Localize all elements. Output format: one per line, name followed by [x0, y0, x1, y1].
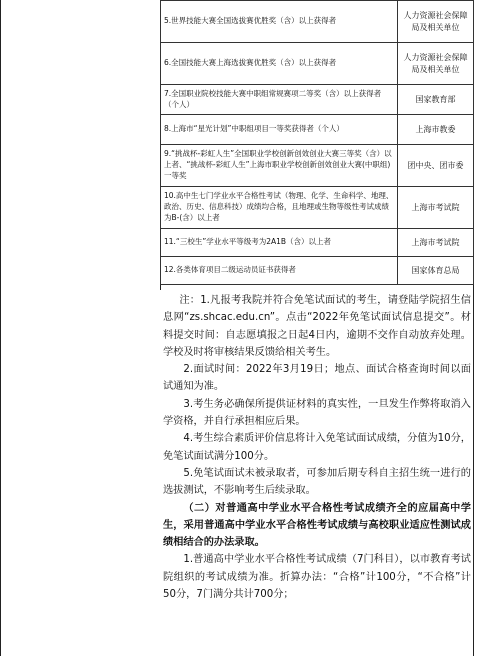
authority-cell: 国家体育总局: [398, 257, 474, 285]
authority-cell: 上海市考试院: [398, 187, 474, 229]
table-row: [161, 43, 474, 85]
authority-cell: 上海市考试院: [398, 229, 474, 257]
authority-cell: 国家教育部: [398, 85, 474, 115]
condition-cell: 6.全国技能大赛上海选拔赛优胜奖（含）以上获得者: [161, 43, 398, 85]
note-paragraph-1: 注：1.凡报考我院并符合免笔试面试的考生，请登陆学院招生信息网“zs.shcac.edu.cn”。点击“2022年免笔试面试信息提交”。材料提交时间：自志愿填报之日起4日内，逾期不交作自动放弃处理。学校及时将审核结果反馈给相关考生。: [163, 295, 471, 358]
authority-cell: 人力资源社会保障局及相关单位: [398, 1, 474, 43]
table-row: [161, 229, 474, 257]
section-heading: （二）对普通高中学业水平合格性考试成绩齐全的应届高中学生，采用普通高中学业水平合格性考试成绩与高校职业适应性测试成绩相结合的办法录取。: [163, 502, 471, 549]
note-paragraph-4: 4.考生综合素质评价信息将计入免笔试面试成绩，分值为10分，免笔试面试满分100分。: [163, 433, 471, 462]
note-paragraph-2: 2.面试时间：2022年3月19日；地点、面试合格查询时间以面试通知为准。: [163, 364, 471, 393]
authority-cell: 团中央、团市委: [398, 145, 474, 187]
condition-cell: 5.世界技能大赛全国选拔赛优胜奖（含）以上获得者: [161, 1, 398, 43]
table-row: [161, 85, 474, 115]
condition-cell: 9.“挑战杯-彩虹人生”全国职业学校创新创效创业大赛三等奖（含）以上者、“挑战杯-彩虹人生”上海市职业学校创新创效创业大赛(中职组)一等奖: [161, 145, 398, 187]
note-paragraph-6: 1.普通高中学业水平合格性考试成绩（7门科目），以市教育考试院组织的考试成绩为准。折算办法：“合格”计100分，“不合格”计50分，7门满分共计700分；: [163, 554, 471, 601]
table-row: [161, 1, 474, 43]
authority-cell: 上海市教委: [398, 115, 474, 145]
table-row: [161, 145, 474, 187]
note-paragraph-3: 3.考生务必确保所提供证材料的真实性，一旦发生作弊将取消入学资格，并自行承担相应后果。: [163, 398, 471, 428]
table-row: [161, 257, 474, 285]
authority-cell: 人力资源社会保障局及相关单位: [398, 43, 474, 85]
table-row: [161, 115, 474, 145]
note-paragraph-5: 5.免笔试面试未被录取者，可参加后期专科自主招生统一进行的选拔测试，不影响考生后续录取。: [163, 467, 471, 497]
condition-cell: 8.上海市“星光计划”中职组项目一等奖获得者（个人）: [161, 115, 398, 145]
conditions-table: [160, 0, 474, 285]
condition-cell: 12.各类体育项目二级运动员证书获得者: [161, 257, 398, 285]
condition-cell: 7.全国职业院校技能大赛中职组常规赛项二等奖（含）以上获得者（个人）: [161, 85, 398, 115]
table-row: [161, 187, 474, 229]
condition-cell: 10.高中生七门学业水平合格性考试（物理、化学、生命科学、地理、政治、历史、信息科技）成绩均合格，且地理或生物等级性考试成绩为B-(含）以上者: [161, 187, 398, 229]
condition-cell: 11.“三校生”学业水平等级考为2A1B（含）以上者: [161, 229, 398, 257]
notes-section: [163, 292, 471, 603]
